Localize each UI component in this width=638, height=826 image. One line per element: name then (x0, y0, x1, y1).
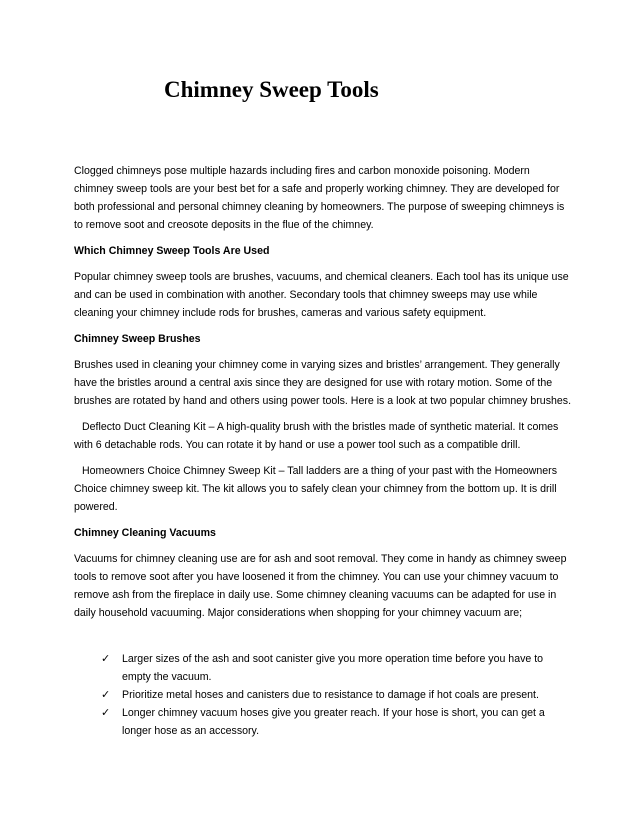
section-heading-tools-used: Which Chimney Sweep Tools Are Used (74, 245, 270, 257)
intro-paragraph: Clogged chimneys pose multiple hazards including fires and carbon monoxide poisoning. Modern chimney sweep tools are your best bet for a safe and properly working chimney. They are developed for both professional and personal chimney cleaning by homeowners. The purpose of sweeping chimneys is to remove soot and creosote deposits in the flue of the chimney. (74, 165, 565, 231)
vacuum-considerations-list (74, 650, 572, 740)
document-body (74, 162, 572, 740)
section-paragraph: Brushes used in cleaning your chimney come in varying sizes and bristles’ arrangement. They generally have the bristles around a central axis since they are designed for use with rotary motion. Some of the brushes are rotated by hand and others using power tools. Here is a look at two popular chimney brushes. (74, 359, 572, 407)
list-item-text: Larger sizes of the ash and soot canister give you more operation time before you have to empty the vacuum. (122, 653, 544, 683)
checkmark-icon: ✓ (101, 652, 111, 665)
list-item (74, 650, 572, 686)
product-paragraph-homeowners-choice: Homeowners Choice Chimney Sweep Kit – Tall ladders are a thing of your past with the Homeowners Choice chimney sweep kit. The kit allows you to safely clean your chimney from the bottom up. It is drill powered. (74, 465, 557, 513)
checkmark-icon: ✓ (101, 706, 111, 719)
page-title: Chimney Sweep Tools (164, 77, 379, 102)
section-paragraph: Popular chimney sweep tools are brushes, vacuums, and chemical cleaners. Each tool has its unique use and can be used in combination with another. Secondary tools that chimney sweeps may use while cleaning your chimney include rods for brushes, cameras and various safety equipment. (74, 271, 569, 319)
section-paragraph: Vacuums for chimney cleaning use are for ash and soot removal. They come in handy as chimney sweep tools to remove soot after you have loosened it from the chimney. You can use your chimney vacuum to remove ash from the fireplace in daily use. Some chimney cleaning vacuums can be adapted for use in daily household vacuuming. Major considerations when shopping for your chimney vacuum are; (74, 553, 567, 619)
section-heading-brushes: Chimney Sweep Brushes (74, 333, 201, 345)
product-paragraph-deflecto: Deflecto Duct Cleaning Kit – A high-quality brush with the bristles made of synthetic material. It comes with 6 detachable rods. You can rotate it by hand or use a power tool such as a compatible drill. (74, 421, 559, 451)
list-item-text: Longer chimney vacuum hoses give you greater reach. If your hose is short, you can get a longer hose as an accessory. (122, 707, 545, 737)
section-heading-vacuums: Chimney Cleaning Vacuums (74, 527, 216, 539)
checkmark-icon: ✓ (101, 688, 111, 701)
list-item-text: Prioritize metal hoses and canisters due to resistance to damage if hot coals are present. (122, 689, 539, 701)
list-item (74, 686, 572, 704)
list-item (74, 704, 572, 740)
